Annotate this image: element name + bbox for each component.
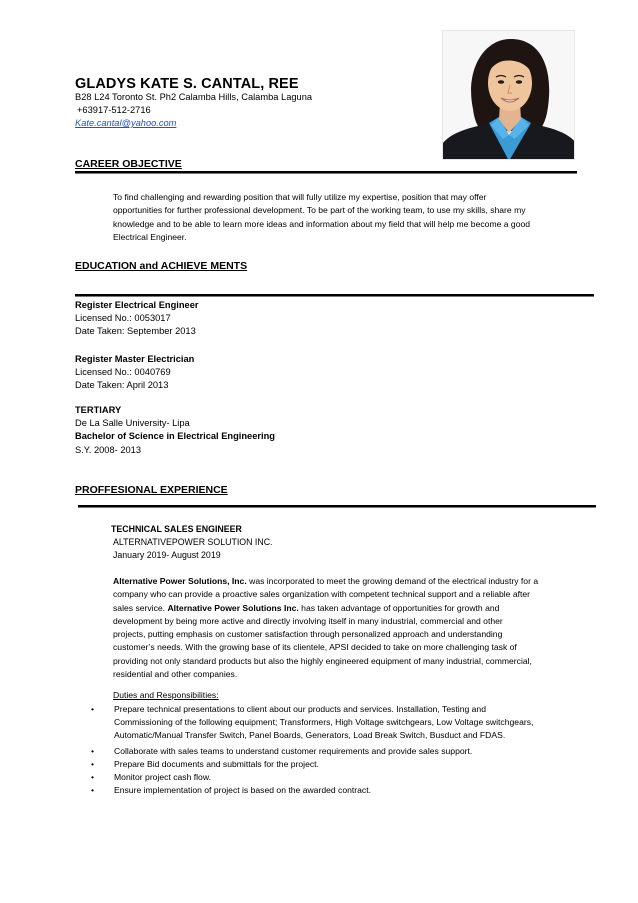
license-electrical-engineer [75,299,199,339]
bullet-icon: • [91,745,95,756]
profile-photo-illustration [443,31,575,160]
tertiary-education [75,404,275,457]
description-line: development by being more active and directly involving itself in many industrial, commercial and other [113,615,503,626]
address: B28 L24 Toronto St. Ph2 Calamba Hills, Calamba Laguna [75,92,313,102]
email-link[interactable]: Kate.cantal@yahoo.com [75,118,177,128]
school-years: S.Y. 2008- 2013 [75,444,141,455]
education-level: TERTIARY [75,405,122,415]
license-number: Licensed No.: 0040769 [75,367,171,378]
school-name: De La Salle University- Lipa [75,418,190,429]
list-item: • Monitor project cash flow. [75,771,565,784]
bullet-icon: • [91,785,95,796]
list-item: • Prepare technical presentations to client about our products and services. Installation, Testing and Commissioning of the following equipment; Transformers, High Voltage switchgears, Low Voltage switchgears, Automatic/Manual Transfer Switch, Panel Boards, Generators, Load Break Switch, Busduct and FDAS. [91,704,534,741]
duties-heading: Duties and Responsibilities: [113,690,219,700]
job-title: TECHNICAL SALES ENGINEER [111,524,242,534]
company-description [113,575,568,681]
education-heading: EDUCATION and ACHIEVE MENTS [75,260,248,272]
applicant-name: GLADYS KATE S. CANTAL, REE [75,76,299,92]
bullet-icon: • [91,704,95,714]
bullet-icon: • [91,772,95,783]
section-divider [78,505,596,508]
objective-line: Electrical Engineer. [113,231,187,242]
job-dates: January 2019- August 2019 [113,550,221,561]
bullet-icon: • [91,758,95,769]
list-item: • Prepare Bid documents and submittals for the project. [75,758,565,771]
duties-list [75,703,565,797]
section-divider [75,294,594,297]
job-header [111,523,273,563]
company-name: ALTERNATIVEPOWER SOLUTION INC. [113,537,273,548]
objective-line: To find challenging and rewarding position that will fully utilize my expertise, position that may offer [113,192,487,202]
description-line: projects, putting emphasis on customer satisfaction through personalized approach and understanding [113,629,503,640]
experience-heading: PROFFESIONAL EXPERIENCE [75,484,228,496]
profile-photo [442,30,575,160]
list-item: • Collaborate with sales teams to understand customer requirements and provide sales support. [75,745,565,758]
description-line: company who can provide a proactive sales organization with competent technical support and a reliable after [113,589,531,600]
phone-number: +63917-512-2716 [77,105,151,115]
objective-line: opportunities for further professional development. To be part of the working team, to use my skills, share my [113,205,526,216]
license-master-electrician [75,353,194,393]
license-number: Licensed No.: 0053017 [75,313,171,324]
description-line: providing not only standard products but also the highly engineered equipment of many industrial, commercial, [113,655,532,666]
description-line: Alternative Power Solutions, Inc. was incorporated to meet the growing demand of the electrical industry for a [113,576,539,586]
license-title: Register Electrical Engineer [75,300,199,310]
license-date: Date Taken: September 2013 [75,326,196,337]
career-objective-text [113,191,573,244]
license-title: Register Master Electrician [75,354,195,364]
career-objective-heading: CAREER OBJECTIVE [75,158,182,170]
degree: Bachelor of Science in Electrical Engineering [75,431,275,442]
license-date: Date Taken: April 2013 [75,380,169,391]
description-line: customer’s needs. With the growing base of its clientele, APSI decided to take on more challenging task of [113,642,517,653]
objective-line: knowledge and to be able to learn more ideas and information about my field that will help me become a good [113,218,531,229]
description-line: residential and other companies. [113,669,238,680]
list-item: • Ensure implementation of project is based on the awarded contract. [75,784,565,797]
section-divider [75,171,577,174]
description-line: sales service. Alternative Power Solutions Inc. has taken advantage of opportunities for growth and [113,602,500,613]
